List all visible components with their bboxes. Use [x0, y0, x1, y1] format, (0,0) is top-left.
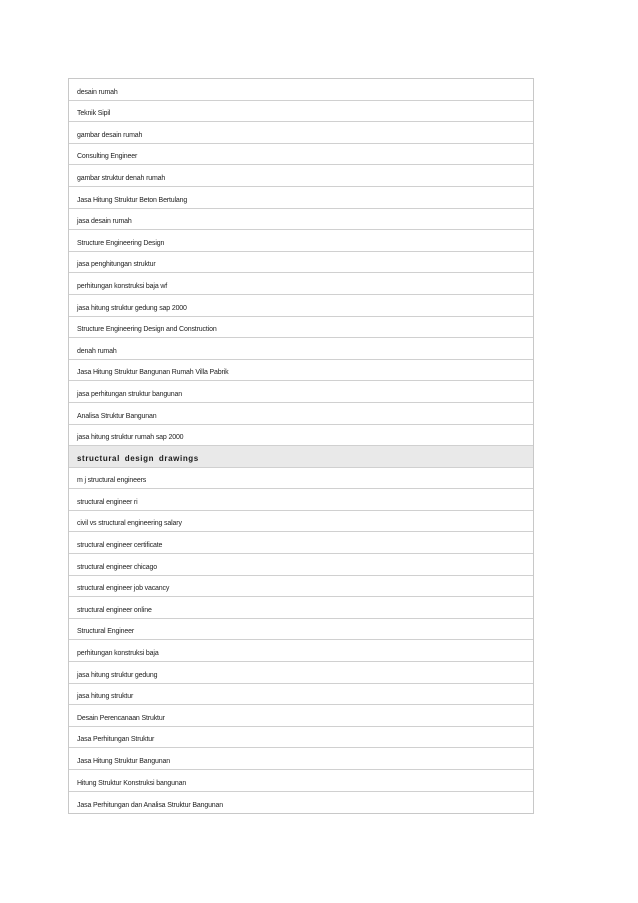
- table-row: [69, 468, 533, 490]
- table-row: [69, 403, 533, 425]
- keyword-link[interactable]: Structure Engineering Design and Construction: [77, 326, 217, 334]
- table-row: [69, 576, 533, 598]
- table-row: [69, 705, 533, 727]
- keyword-link[interactable]: structural engineer certificate: [77, 542, 163, 550]
- table-row: [69, 511, 533, 533]
- table-row: [69, 187, 533, 209]
- table-row: [69, 597, 533, 619]
- table-row: [69, 295, 533, 317]
- keyword-link[interactable]: jasa hitung struktur gedung: [77, 671, 158, 679]
- keyword-link[interactable]: civil vs structural engineering salary: [77, 520, 182, 528]
- table-row: [69, 273, 533, 295]
- keyword-link[interactable]: Desain Perencanaan Struktur: [77, 714, 165, 722]
- keyword-link[interactable]: Structure Engineering Design: [77, 239, 165, 247]
- table-row: [69, 101, 533, 123]
- keyword-link[interactable]: jasa penghitungan struktur: [77, 261, 156, 269]
- table-row: [69, 144, 533, 166]
- keyword-link[interactable]: perhitungan konstruksi baja wf: [77, 282, 168, 290]
- table-row: [69, 209, 533, 231]
- table-row: [69, 165, 533, 187]
- table-row: [69, 727, 533, 749]
- keyword-link[interactable]: jasa hitung struktur rumah sap 2000: [77, 434, 184, 442]
- keyword-link[interactable]: jasa desain rumah: [77, 218, 132, 226]
- keyword-link[interactable]: Jasa Hitung Struktur Bangunan: [77, 758, 170, 765]
- keyword-link[interactable]: m j structural engineers: [77, 477, 147, 485]
- keyword-link[interactable]: Jasa Hitung Struktur Bangunan Rumah Villa Pabrik: [77, 369, 229, 377]
- keyword-link[interactable]: Teknik Sipil: [77, 110, 111, 118]
- keyword-link[interactable]: desain rumah: [77, 88, 118, 96]
- table-row: [69, 554, 533, 576]
- keyword-link[interactable]: Jasa Hitung Struktur Beton Bertulang: [77, 196, 188, 204]
- keyword-link[interactable]: gambar struktur denah rumah: [77, 174, 166, 182]
- table-row: [69, 532, 533, 554]
- keyword-link[interactable]: denah rumah: [77, 347, 117, 355]
- table-row: [69, 748, 533, 770]
- keyword-link[interactable]: structural engineer online: [77, 606, 152, 614]
- table-row: [69, 252, 533, 274]
- table-row: [69, 122, 533, 144]
- table-row: [69, 381, 533, 403]
- keyword-link[interactable]: jasa hitung struktur: [77, 693, 134, 701]
- table-section-header: [69, 446, 533, 468]
- keyword-link[interactable]: Structural Engineer: [77, 628, 135, 636]
- keyword-link[interactable]: perhitungan konstruksi baja: [77, 650, 159, 658]
- table-row: [69, 79, 533, 101]
- keyword-table: [68, 78, 534, 814]
- keyword-link[interactable]: Jasa Perhitungan dan Analisa Struktur Bangunan: [77, 802, 224, 810]
- table-row: [69, 770, 533, 792]
- table-row: [69, 489, 533, 511]
- keyword-link[interactable]: Analisa Struktur Bangunan: [77, 412, 157, 420]
- table-row: [69, 360, 533, 382]
- keyword-link[interactable]: Consulting Engineer: [77, 153, 138, 161]
- table-row: [69, 425, 533, 447]
- table-row: [69, 230, 533, 252]
- keyword-link[interactable]: structural engineer job vacancy: [77, 585, 170, 593]
- keyword-link[interactable]: jasa perhitungan struktur bangunan: [77, 390, 183, 398]
- table-row: [69, 317, 533, 339]
- keyword-link[interactable]: jasa hitung struktur gedung sap 2000: [77, 304, 187, 312]
- keyword-link[interactable]: structural engineer chicago: [77, 563, 157, 571]
- table-row: [69, 792, 533, 814]
- table-row: [69, 619, 533, 641]
- keyword-link[interactable]: Hitung Struktur Konstruksi bangunan: [77, 779, 187, 787]
- keyword-link[interactable]: Jasa Perhitungan Struktur: [77, 736, 155, 744]
- table-row: [69, 662, 533, 684]
- table-row: [69, 684, 533, 706]
- keyword-link[interactable]: gambar desain rumah: [77, 131, 143, 139]
- table-row: [69, 338, 533, 360]
- section-header-text: structural design drawings: [77, 453, 199, 463]
- keyword-link[interactable]: structural engineer ri: [77, 498, 138, 506]
- table-row: [69, 640, 533, 662]
